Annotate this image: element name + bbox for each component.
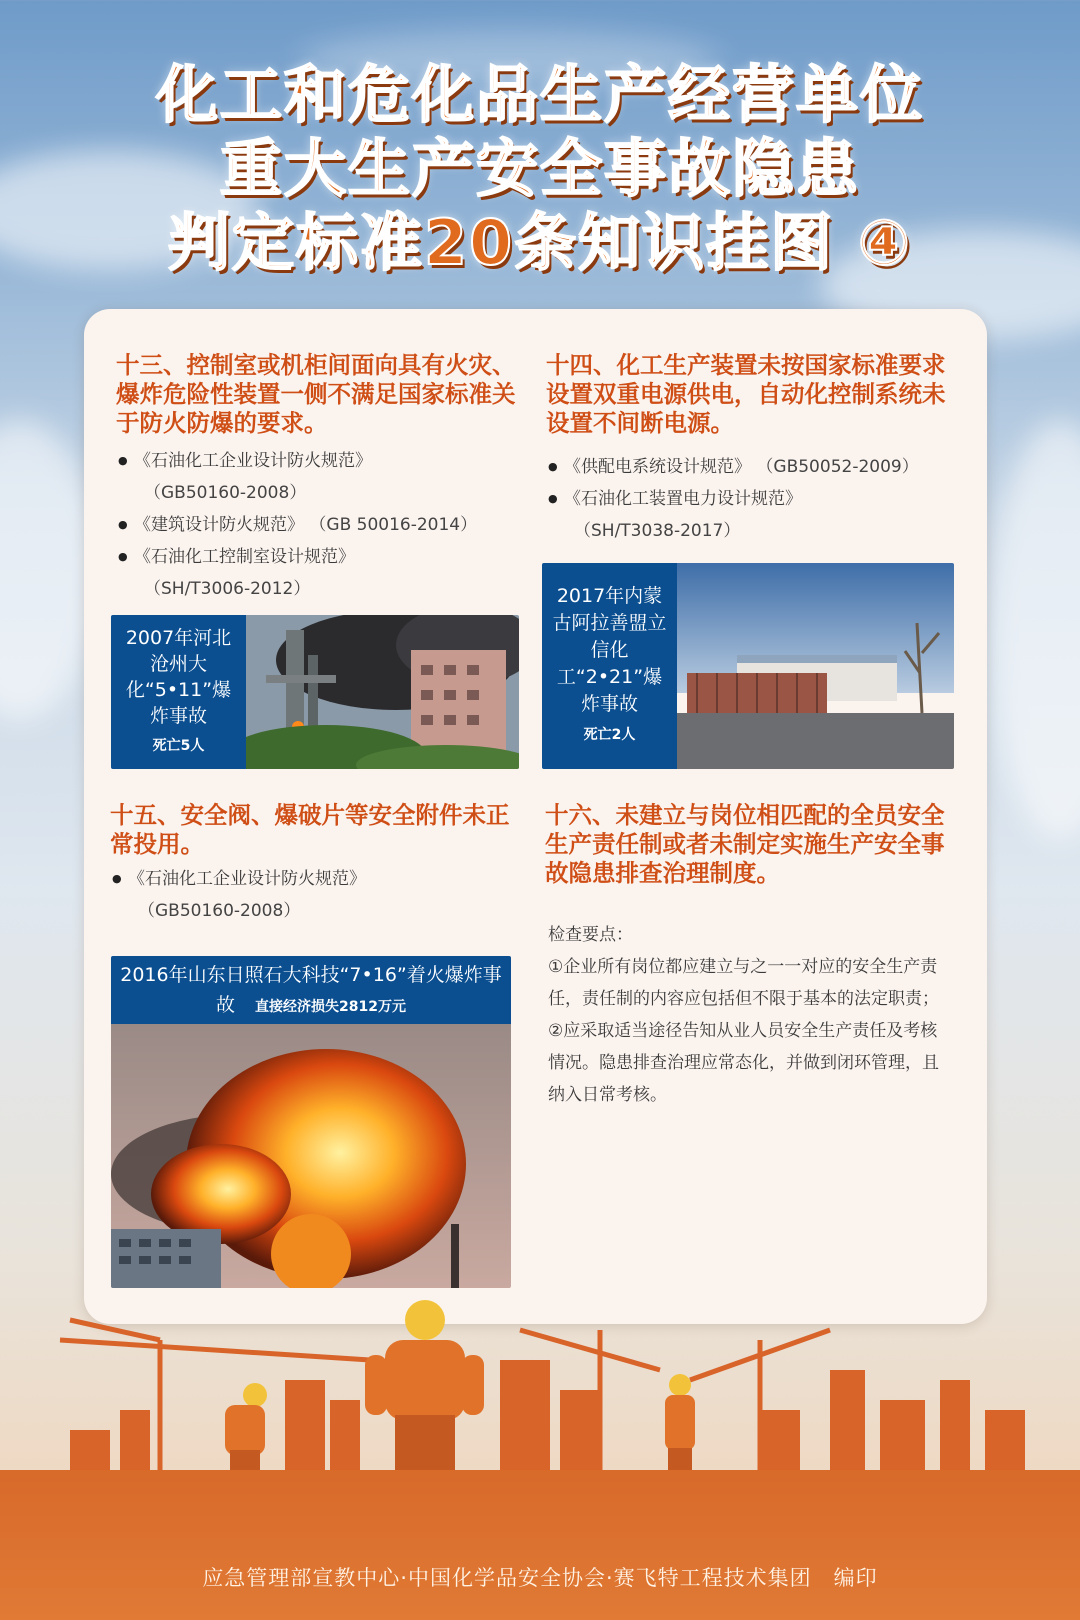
ref-code: （GB50160-2008） <box>138 901 301 921</box>
note-2: ②应采取适当途径告知从业人员安全生产责任及考核情况。隐患排查治理应常态化，并做到闭环管理，且纳入日常考核。 <box>548 1021 939 1105</box>
item14-ref-1 <box>548 451 968 483</box>
item14-case <box>542 563 954 769</box>
item13-refs <box>118 445 528 605</box>
factory-smoke-image <box>246 615 519 769</box>
item13-case <box>111 615 519 769</box>
footer-band <box>0 1470 1080 1620</box>
factory-explosion-photo <box>246 615 519 769</box>
ref-name: 《建筑设计防火规范》 <box>134 515 304 535</box>
case-deaths: 死亡5人 <box>152 738 205 754</box>
item14-case-label <box>542 563 677 769</box>
cloud <box>990 420 1080 840</box>
item16-title: 十六、未建立与岗位相匹配的全员安全生产责任制或者未制定实施生产安全事故隐患排查治理制度。 <box>545 801 945 887</box>
ref-code: （GB50052-2009） <box>756 457 919 477</box>
footer-credits: 应急管理部宣教中心·中国化学品安全协会·赛飞特工程技术集团 编印 <box>202 1566 878 1590</box>
ref-name: 《石油化工控制室设计规范》 <box>134 547 355 567</box>
item13-ref-2 <box>118 509 528 541</box>
item13-ref-3 <box>118 541 528 605</box>
item15-refs <box>112 863 522 927</box>
case-deaths: 死亡2人 <box>583 727 636 743</box>
ref-name: 《石油化工企业设计防火规范》 <box>134 451 372 471</box>
notes-heading: 检查要点： <box>548 925 633 945</box>
ref-name: 《供配电系统设计规范》 <box>564 457 751 477</box>
item14-title: 十四、化工生产装置未按国家标准要求设置双重电源供电，自动化控制系统未设置不间断电源。 <box>546 351 946 437</box>
title-line-1: 化工和危化品生产经营单位 <box>155 58 924 131</box>
fireball-image <box>111 1024 511 1288</box>
item16-notes <box>548 919 948 1111</box>
plant-yard-image <box>677 563 954 769</box>
note-1: ①企业所有岗位都应建立与之一一对应的安全生产责任，责任制的内容应包括但不限于基本的法定职责； <box>548 957 939 1009</box>
ref-code: （GB50160-2008） <box>144 483 307 503</box>
case-loss: 直接经济损失2812万元 <box>255 999 406 1015</box>
case-caption: 2016年山东日照石大科技“7•16”着火爆炸事故 <box>120 964 502 1016</box>
item14-refs <box>548 451 968 547</box>
item15-case <box>111 956 511 1288</box>
case-caption: 2007年河北沧州大化“5•11”爆炸事故 <box>125 627 232 727</box>
item13-case-label <box>111 615 246 769</box>
plant-site-photo <box>677 563 954 769</box>
ref-code: （GB 50016-2014） <box>309 515 478 535</box>
item15-title: 十五、安全阀、爆破片等安全附件未正常投用。 <box>110 801 510 858</box>
title-line-3: 判定标准20条知识挂图 ④ <box>167 206 913 279</box>
item15-case-label <box>111 956 511 1024</box>
ref-code: （SH/T3038-2017） <box>574 521 741 541</box>
item13-ref-1 <box>118 445 528 509</box>
item13-title: 十三、控制室或机柜间面向具有火灾、爆炸危险性装置一侧不满足国家标准关于防火防爆的要求。 <box>116 351 516 437</box>
ref-name: 《石油化工装置电力设计规范》 <box>564 489 802 509</box>
item14-ref-2 <box>548 483 968 547</box>
poster-title <box>0 58 1080 280</box>
ref-code: （SH/T3006-2012） <box>144 579 311 599</box>
title-line-2: 重大生产安全事故隐患 <box>219 132 860 205</box>
item15-ref-1 <box>112 863 522 927</box>
fireball-photo <box>111 1024 511 1288</box>
ref-name: 《石油化工企业设计防火规范》 <box>128 869 366 889</box>
case-caption: 2017年内蒙古阿拉善盟立信化工“2•21”爆炸事故 <box>552 585 667 715</box>
content-panel <box>84 309 987 1324</box>
